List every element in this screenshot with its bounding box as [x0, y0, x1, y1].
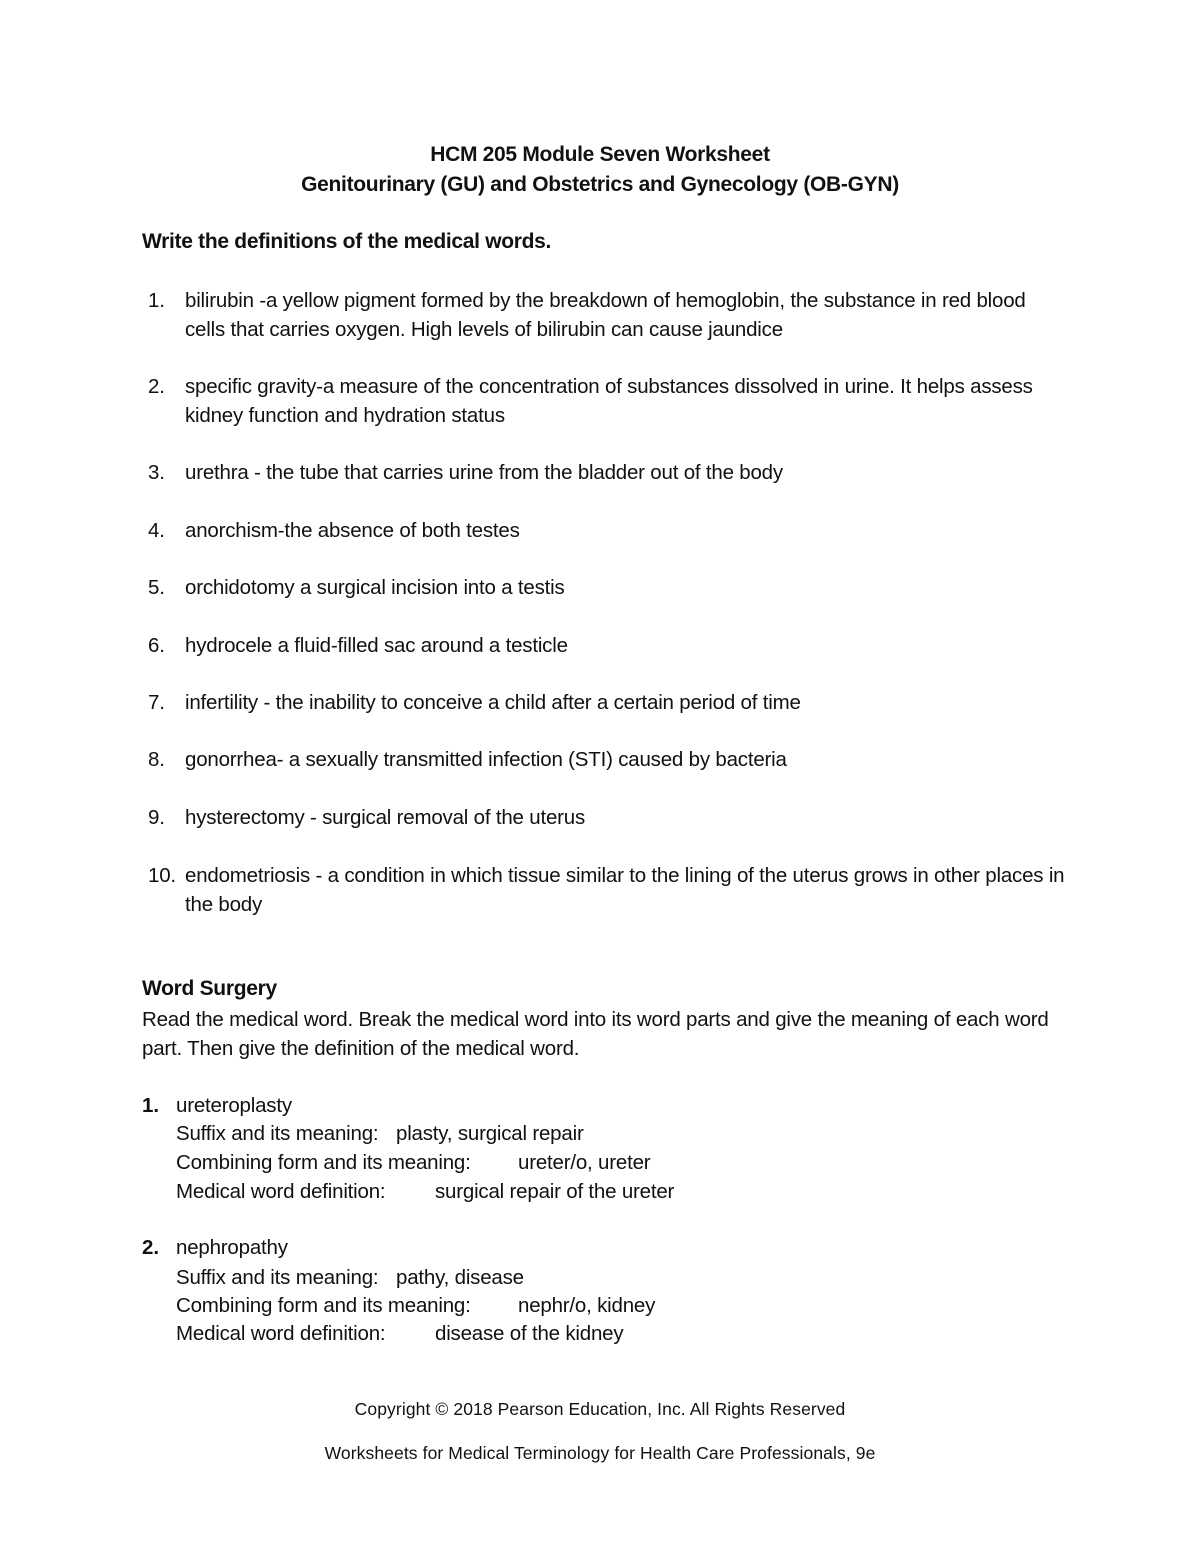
- definition-number: 7.: [148, 691, 165, 714]
- medical-word-definition-value: disease of the kidney: [435, 1322, 624, 1345]
- word-surgery-number: 2.: [142, 1236, 160, 1259]
- definition-number: 8.: [148, 748, 165, 771]
- definition-number: 5.: [148, 576, 165, 599]
- page-subtitle: Genitourinary (GU) and Obstetrics and Gynecology (OB-GYN): [301, 173, 899, 196]
- definition-item: anorchism-the absence of both testes: [185, 519, 520, 542]
- word-surgery-word: nephropathy: [176, 1236, 288, 1259]
- book-title-footer: Worksheets for Medical Terminology for Health Care Professionals, 9e: [324, 1443, 876, 1463]
- definition-item: gonorrhea- a sexually transmitted infection (STI) caused by bacteria: [185, 748, 787, 771]
- definition-number: 1.: [148, 289, 165, 312]
- page-title: HCM 205 Module Seven Worksheet: [430, 143, 770, 166]
- suffix-value: pathy, disease: [396, 1266, 524, 1289]
- definition-number: 2.: [148, 375, 165, 398]
- definitions-heading: Write the definitions of the medical words.: [142, 230, 552, 253]
- definition-item: endometriosis - a condition in which tissue similar to the lining of the uterus grows in other places in the body: [185, 864, 1065, 916]
- definition-number: 9.: [148, 806, 165, 829]
- word-surgery-number: 1.: [142, 1094, 160, 1117]
- suffix-label: Suffix and its meaning:: [176, 1266, 379, 1289]
- definition-item: infertility - the inability to conceive a child after a certain period of time: [185, 691, 801, 714]
- word-surgery-heading: Word Surgery: [142, 977, 277, 1000]
- combining-form-value: nephr/o, kidney: [518, 1294, 656, 1317]
- definition-number: 6.: [148, 634, 165, 657]
- definition-item: specific gravity-a measure of the concentration of substances dissolved in urine. It helps assess kidney function and hydration status: [185, 375, 1033, 427]
- definition-item: orchidotomy a surgical incision into a testis: [185, 576, 565, 599]
- definition-item: bilirubin -a yellow pigment formed by the breakdown of hemoglobin, the substance in red blood cells that carries oxygen. High levels of bilirubin can cause jaundice: [185, 289, 1026, 341]
- definition-number: 4.: [148, 519, 165, 542]
- definition-number: 10.: [148, 864, 176, 887]
- copyright-footer: Copyright © 2018 Pearson Education, Inc. All Rights Reserved: [354, 1399, 846, 1419]
- definition-item: hysterectomy - surgical removal of the uterus: [185, 806, 586, 829]
- definition-number: 3.: [148, 461, 165, 484]
- medical-word-definition-label: Medical word definition:: [176, 1322, 386, 1345]
- suffix-value: plasty, surgical repair: [396, 1122, 584, 1145]
- combining-form-label: Combining form and its meaning:: [176, 1151, 471, 1174]
- suffix-label: Suffix and its meaning:: [176, 1122, 379, 1145]
- word-surgery-instructions: Read the medical word. Break the medical word into its word parts and give the meaning of each word part. Then give the definition of the medical word.: [142, 1008, 1049, 1060]
- word-surgery-word: ureteroplasty: [176, 1094, 292, 1117]
- definition-item: hydrocele a fluid-filled sac around a testicle: [185, 634, 568, 657]
- combining-form-value: ureter/o, ureter: [518, 1151, 651, 1174]
- combining-form-label: Combining form and its meaning:: [176, 1294, 471, 1317]
- definition-item: urethra - the tube that carries urine from the bladder out of the body: [185, 461, 783, 484]
- medical-word-definition-value: surgical repair of the ureter: [435, 1180, 675, 1203]
- medical-word-definition-label: Medical word definition:: [176, 1180, 386, 1203]
